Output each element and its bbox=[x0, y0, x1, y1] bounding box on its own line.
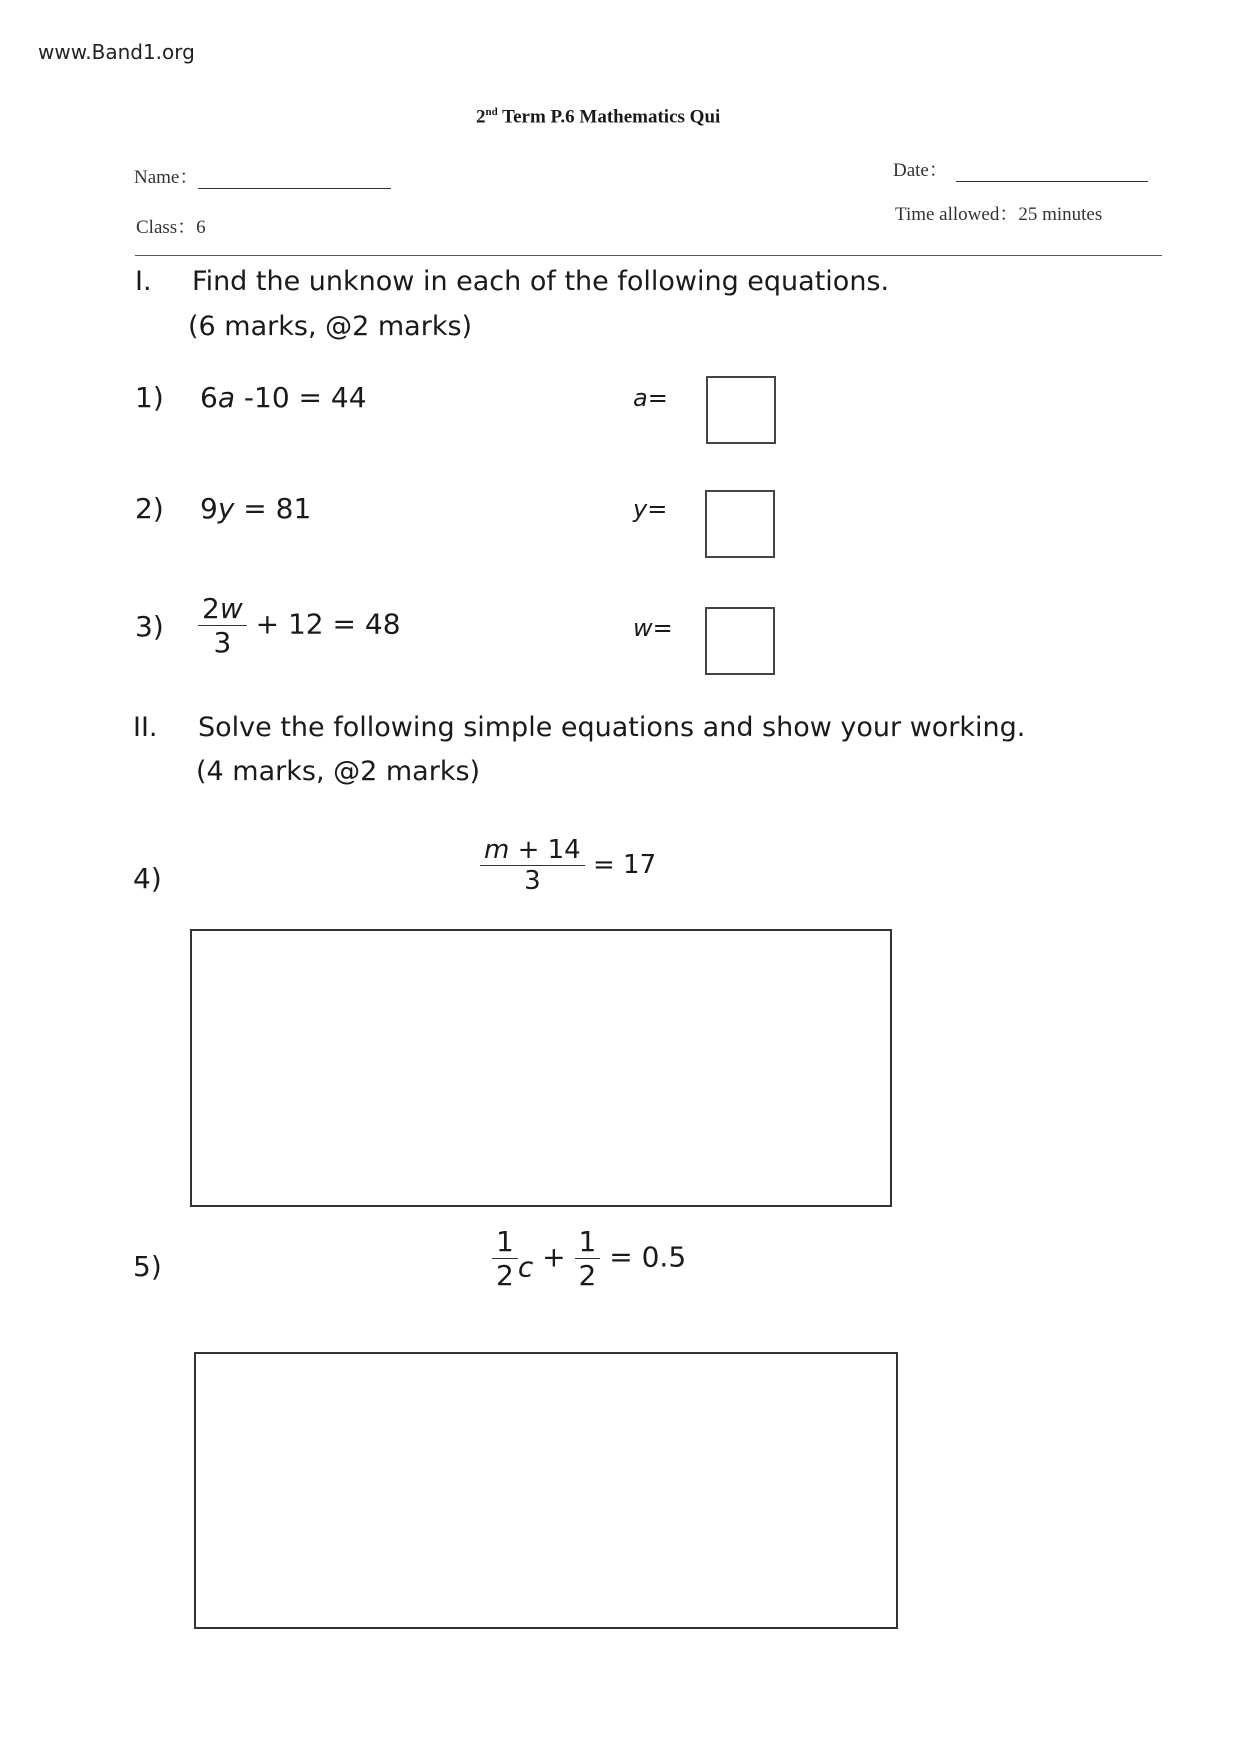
date-blank[interactable] bbox=[956, 155, 1148, 182]
q4-number: 4) bbox=[133, 862, 162, 895]
q3-equation: $\frac{2w}{3}$ + 12 = 48 bbox=[198, 592, 401, 659]
q5-fraction-1: $\frac{1}{2}$ bbox=[492, 1225, 518, 1292]
q3-fraction: $\frac{2w}{3}$ bbox=[198, 592, 247, 659]
q5-fraction-2: $\frac{1}{2}$ bbox=[575, 1225, 601, 1292]
q4-fraction: $\frac{m + 14}{3}$ bbox=[480, 835, 585, 896]
watermark: www.Band1.org bbox=[38, 40, 195, 64]
q1-answer-box[interactable] bbox=[706, 376, 776, 444]
q5-number: 5) bbox=[133, 1250, 162, 1283]
q3-number: 3) bbox=[135, 610, 164, 643]
date-label: Date： bbox=[893, 160, 948, 181]
name-blank[interactable] bbox=[198, 170, 391, 189]
section2-marks: (4 marks, @2 marks) bbox=[196, 756, 481, 787]
title-text: Term P.6 Mathematics Qui bbox=[497, 106, 721, 128]
header-divider bbox=[135, 255, 1162, 256]
q1-number: 1) bbox=[135, 381, 164, 414]
time-allowed: Time allowed：25 minutes bbox=[895, 204, 1103, 225]
title-ordinal: 2 bbox=[476, 106, 486, 128]
name-field bbox=[134, 162, 391, 189]
q2-answer-box[interactable] bbox=[705, 490, 775, 558]
section1-numeral: I. bbox=[135, 266, 152, 297]
q1-answer-label: a= bbox=[633, 384, 668, 412]
q3-answer-label: w= bbox=[633, 614, 673, 642]
q2-answer-label: y= bbox=[633, 495, 668, 523]
name-label: Name： bbox=[134, 167, 199, 188]
title-sup: nd bbox=[485, 106, 498, 118]
page-title bbox=[476, 106, 720, 128]
q5-equation: $\frac{1}{2}$ c + $\frac{1}{2}$ = 0.5 bbox=[492, 1225, 686, 1292]
date-field bbox=[893, 155, 1148, 182]
q1-equation: 6a -10 = 44 bbox=[200, 381, 367, 414]
q4-working-box[interactable] bbox=[190, 929, 892, 1207]
q5-working-box[interactable] bbox=[194, 1352, 898, 1629]
section2-numeral: II. bbox=[133, 712, 158, 743]
section2-instruction: Solve the following simple equations and show your working. bbox=[198, 712, 1026, 743]
class-label: Class：6 bbox=[136, 217, 206, 238]
q4-equation: $\frac{m + 14}{3}$ = 17 bbox=[480, 835, 656, 896]
q3-answer-box[interactable] bbox=[705, 607, 775, 675]
section1-marks: (6 marks, @2 marks) bbox=[188, 311, 473, 342]
q2-equation: 9y = 81 bbox=[200, 492, 312, 525]
q2-number: 2) bbox=[135, 492, 164, 525]
section1-instruction: Find the unknow in each of the following equations. bbox=[192, 266, 890, 297]
